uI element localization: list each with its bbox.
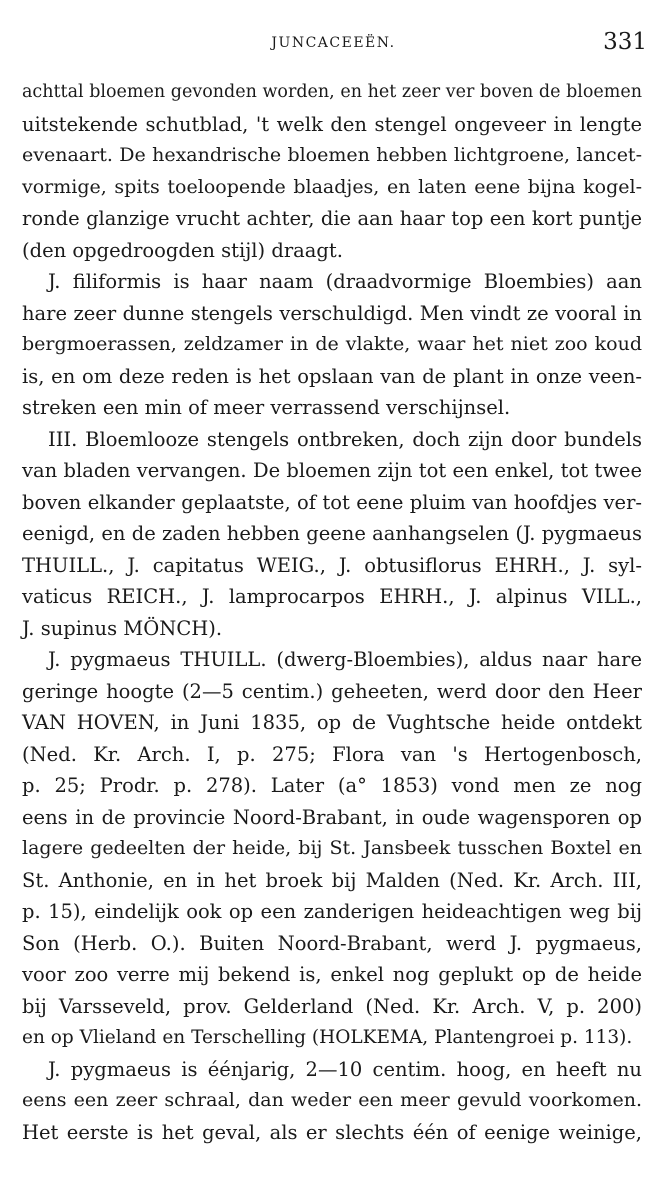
text-line: p. 15), eindelijk ook op een zanderigen heideachtigen weg bij (22, 900, 642, 923)
text-line: St. Anthonie, en in het broek bij Malden (Ned. Kr. Arch. III, (22, 868, 642, 892)
text-line: evenaart. De hexandrische bloemen hebben lichtgroene, lancet- (22, 144, 642, 166)
text-line: ronde glanzige vrucht achter, die aan haar top een kort puntje (22, 207, 642, 230)
text-line: eens een zeer schraal, dan weder een meer gevuld voorkomen. (22, 1089, 642, 1111)
text-line: bij Varsseveld, prov. Gelderland (Ned. Kr. Arch. V, p. 200) (22, 994, 642, 1018)
text-line: eenigd, en de zaden hebben geene aanhangselen (J. pygmaeus (22, 522, 642, 545)
text-line: p. 25; Prodr. p. 278). Later (a° 1853) vond men ze nog (22, 774, 642, 797)
text-line: boven elkander geplaatste, of tot eene pluim van hoofdjes ver- (22, 490, 642, 514)
text-line: (Ned. Kr. Arch. I, p. 275; Flora van 's Hertogenbosch, (22, 742, 642, 766)
text-line: is, en om deze reden is het opslaan van de plant in onze veen- (22, 364, 642, 388)
text-line: van bladen vervangen. De bloemen zijn tot een enkel, tot twee (22, 459, 642, 482)
page-number: 331 (603, 29, 647, 55)
text-line: J. pygmaeus is éénjarig, 2—10 centim. hoog, en heeft nu (48, 1057, 642, 1081)
running-title: JUNCACEEËN. (271, 35, 396, 51)
text-line: eens in de provincie Noord-Brabant, in oude wagensporen op (22, 805, 642, 829)
text-line: bergmoerassen, zeldzamer in de vlakte, waar het niet zoo koud (22, 333, 642, 355)
text-line: voor zoo verre mij bekend is, enkel nog geplukt op de heide (22, 963, 642, 986)
text-line: achttal bloemen gevonden worden, en het zeer ver boven de bloemen (22, 82, 642, 102)
text-line: streken een min of meer verrassend verschijnsel. (22, 396, 511, 419)
text-line: lagere gedeelten der heide, bij St. Jansbeek tusschen Boxtel en (22, 837, 642, 859)
text-line: J. supinus MÖNCH). (22, 616, 223, 640)
text-line: vormige, spits toeloopende blaadjes, en laten eene bijna kogel- (22, 175, 642, 198)
text-line: geringe hoogte (2—5 centim.) geheeten, werd door den Heer (22, 679, 642, 703)
text-line: vaticus REICH., J. lamprocarpos EHRH., J. alpinus VILL., (22, 585, 642, 608)
text-line: hare zeer dunne stengels verschuldigd. Men vindt ze vooral in (22, 301, 642, 325)
text-line: Son (Herb. O.). Buiten Noord-Brabant, werd J. pygmaeus, (22, 931, 642, 955)
body-text (22, 77, 642, 1148)
text-line: VAN HOVEN, in Juni 1835, op de Vughtsche heide ontdekt (22, 711, 642, 734)
text-line: (den opgedroogden stijl) draagt. (22, 238, 343, 262)
text-line: III. Bloemlooze stengels ontbreken, doch zijn door bundels (48, 427, 642, 451)
running-head (20, 29, 647, 59)
text-line: J. filiformis is haar naam (draadvormige Bloembies) aan (48, 270, 642, 293)
text-line: THUILL., J. capitatus WEIG., J. obtusiflorus EHRH., J. syl- (22, 553, 642, 577)
text-line: en op Vlieland en Terschelling (HOLKEMA, Plantengroei p. 113). (22, 1027, 633, 1048)
text-line: Het eerste is het geval, als er slechts één of eenige weinige, (22, 1120, 642, 1144)
text-line: J. pygmaeus THUILL. (dwerg-Bloembies), aldus naar hare (48, 648, 642, 671)
text-line: uitstekende schutblad, 't welk den stengel ongeveer in lengte (22, 112, 642, 136)
